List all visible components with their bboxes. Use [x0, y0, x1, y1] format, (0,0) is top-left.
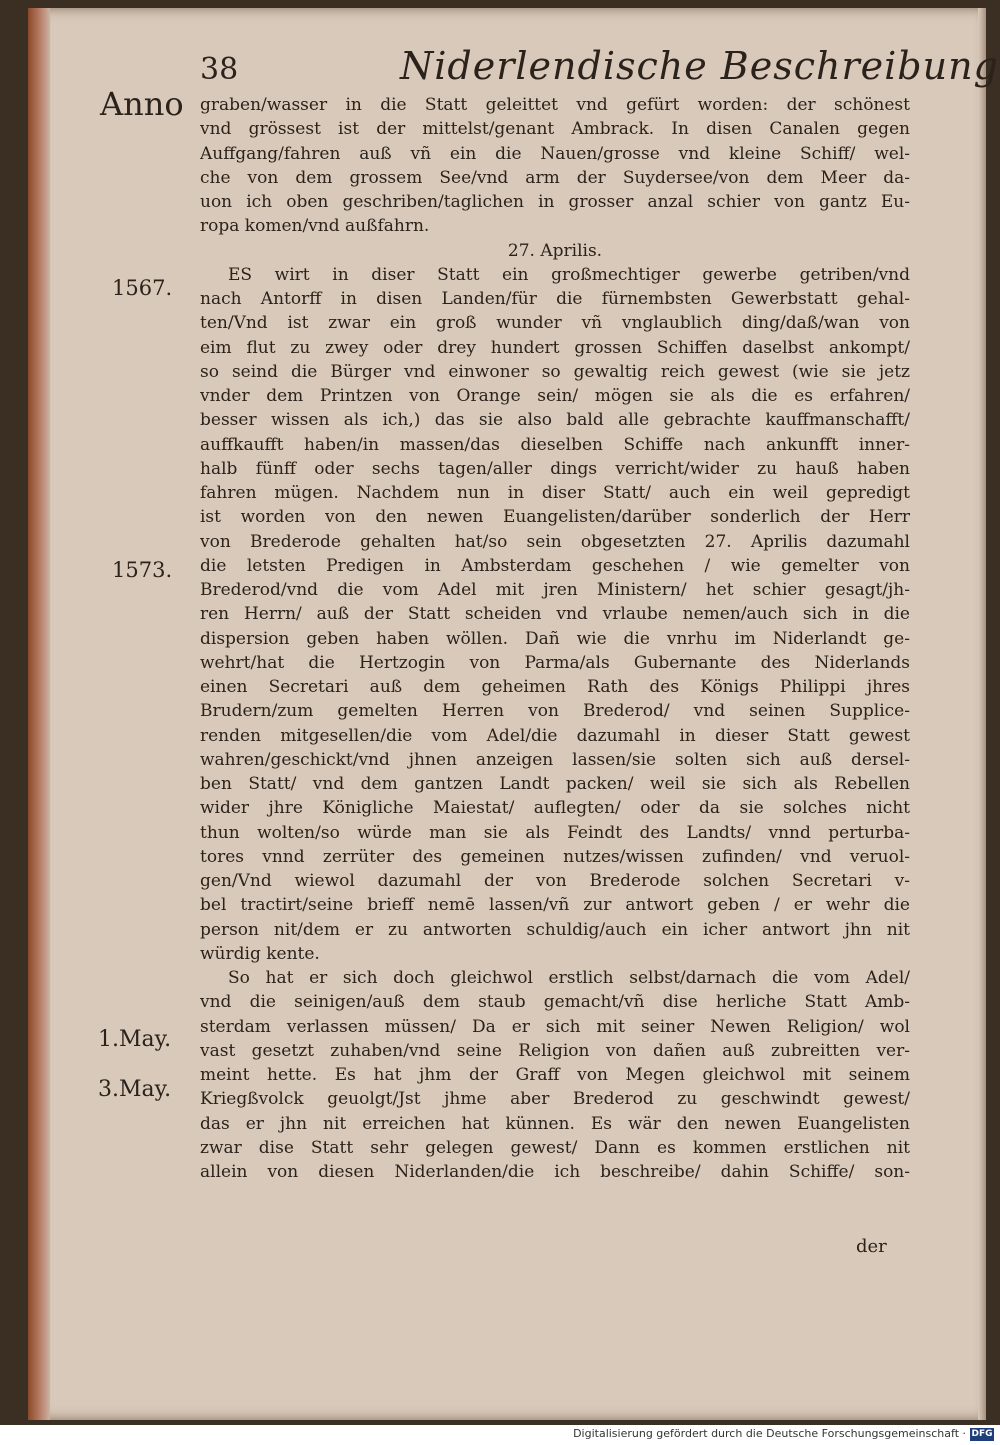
- text-line: einen Secretari auß dem geheimen Rath des Königs Philippi jhres: [200, 677, 910, 697]
- text-line: Auffgang/fahren auß vñ ein die Nauen/grosse vnd kleine Schiff/ wel-: [200, 143, 910, 164]
- catchword: der: [856, 1236, 887, 1257]
- text-line: besser wissen als ich,) das sie also bald alle gebrachte kauffmanschafft/: [200, 410, 910, 431]
- text-line: renden mitgesellen/die vom Adel/die dazumahl in dieser Statt gewest: [200, 725, 910, 746]
- text-line: graben/wasser in die Statt geleittet vnd gefürt worden: der schönest: [200, 95, 910, 115]
- text-line: wider jhre Königliche Maiestat/ auflegten/ oder da sie solches nicht: [200, 798, 910, 819]
- margin-note-anno: Anno: [100, 85, 184, 123]
- page-number: 38: [200, 52, 239, 87]
- book-spine-edge: [28, 8, 50, 1420]
- page-fore-edge: [978, 8, 986, 1420]
- text-line: ES wirt in diser Statt ein großmechtiger gewerbe getriben/vnd: [228, 264, 910, 285]
- text-line: person nit/dem er zu antworten schuldig/auch ein icher antwort jhn nit: [200, 919, 910, 940]
- text-line: gen/Vnd wiewol dazumahl der von Brederode solchen Secretari v-: [200, 871, 910, 891]
- text-line: eim flut zu zwey oder drey hundert grossen Schiffen daselbst ankompt/: [200, 337, 910, 358]
- text-line: fahren mügen. Nachdem nun in diser Statt/ auch ein weil gepredigt: [200, 483, 910, 503]
- text-line: thun wolten/so würde man sie als Feindt des Landts/ vnnd perturba-: [200, 822, 910, 843]
- text-line: tores vnnd zerrüter des gemeinen nutzes/wissen zufinden/ vnd veruol-: [200, 846, 910, 867]
- text-line: von Brederode gehalten hat/so sein obgesetzten 27. Aprilis dazumahl: [200, 531, 910, 552]
- margin-note-may-1: 1.May.: [98, 1027, 172, 1052]
- running-head: Niderlendische Beschreibung: [400, 44, 999, 88]
- margin-note-year-1573: 1573.: [112, 558, 173, 582]
- dfg-logo: DFG: [971, 1429, 993, 1439]
- text-line: das er jhn nit erreichen hat künnen. Es wär den newen Euangelisten: [200, 1113, 910, 1134]
- text-line: ben Statt/ vnd dem gantzen Landt packen/ weil sie sich als Rebellen: [200, 774, 910, 794]
- text-line: ren Herrn/ auß der Statt scheiden vnd vrlaube nemen/auch sich in die: [200, 604, 910, 625]
- text-line: ropa komen/vnd außfahrn.: [200, 216, 430, 237]
- text-line: wahren/geschickt/vnd jhnen anzeigen lassen/sie solten sich auß dersel-: [200, 749, 910, 770]
- margin-note-may-3: 3.May.: [98, 1077, 172, 1102]
- text-line: 27. Aprilis.: [507, 240, 603, 261]
- margin-note-year-1567: 1567.: [112, 276, 173, 300]
- text-line: vast gesetzt zuhaben/vnd seine Religion von dañen auß zubreitten ver-: [200, 1040, 910, 1061]
- text-line: vnd grössest ist der mittelst/genant Ambrack. In disen Canalen gegen: [200, 119, 910, 140]
- body-text: [200, 93, 910, 1184]
- text-line: zwar dise Statt sehr gelegen gewest/ Dann es kommen erstlichen nit: [200, 1137, 910, 1158]
- text-line: So hat er sich doch gleichwol erstlich selbst/darnach die vom Adel/: [228, 968, 910, 988]
- text-line: allein von diesen Niderlanden/die ich beschreibe/ dahin Schiffe/ son-: [200, 1162, 910, 1182]
- text-line: wehrt/hat die Hertzogin von Parma/als Gubernante des Niderlands: [200, 652, 910, 673]
- text-line: vnd die seinigen/auß dem staub gemacht/vñ dise herliche Statt Amb-: [200, 992, 910, 1013]
- text-line: meint hette. Es hat jhm der Graff von Megen gleichwol mit seinem: [200, 1065, 910, 1085]
- text-line: Brederod/vnd die vom Adel mit jren Ministern/ het schier gesagt/jh-: [200, 580, 910, 600]
- footer-bar: [0, 1425, 1000, 1445]
- text-line: würdig kente.: [200, 943, 320, 964]
- text-line: Kriegßvolck geuolgt/Jst jhme aber Brederod zu geschwindt gewest/: [200, 1089, 910, 1110]
- text-line: halb fünff oder sechs tagen/aller dings verricht/wider zu hauß haben: [200, 458, 910, 479]
- text-line: bel tractirt/seine brieff nemē lassen/vñ zur antwort geben / er wehr die: [200, 895, 910, 916]
- text-line: ten/Vnd ist zwar ein groß wunder vñ vnglaublich ding/daß/wan von: [200, 313, 910, 334]
- text-line: Brudern/zum gemelten Herren von Brederod/ vnd seinen Supplice-: [200, 701, 910, 722]
- text-line: auffkaufft haben/in massen/das dieselben Schiffe nach ankunfft inner-: [200, 434, 910, 455]
- footer-credit: Digitalisierung gefördert durch die Deutsche Forschungsgemeinschaft ·: [573, 1427, 966, 1440]
- text-line: ist worden von den newen Euangelisten/darüber sonderlich der Herr: [200, 507, 910, 528]
- text-line: uon ich oben geschriben/taglichen in grosser anzal schier von gantz Eu-: [200, 192, 910, 212]
- text-line: so seind die Bürger vnd einwoner so gewaltig reich gewest (wie sie jetz: [200, 361, 910, 382]
- text-line: die letsten Predigen in Ambsterdam geschehen / wie gemelter von: [200, 555, 910, 576]
- text-line: nach Antorff in disen Landen/für die fürnembsten Gewerbstatt gehal-: [200, 289, 910, 309]
- text-line: che von dem grossem See/vnd arm der Suydersee/von dem Meer da-: [200, 167, 910, 188]
- text-line: sterdam verlassen müssen/ Da er sich mit seiner Newen Religion/ wol: [200, 1016, 910, 1037]
- text-line: vnder dem Printzen von Orange sein/ mögen sie als die es erfahren/: [200, 386, 910, 406]
- text-line: dispersion geben haben wöllen. Dañ wie die vnrhu im Niderlandt ge-: [200, 628, 910, 649]
